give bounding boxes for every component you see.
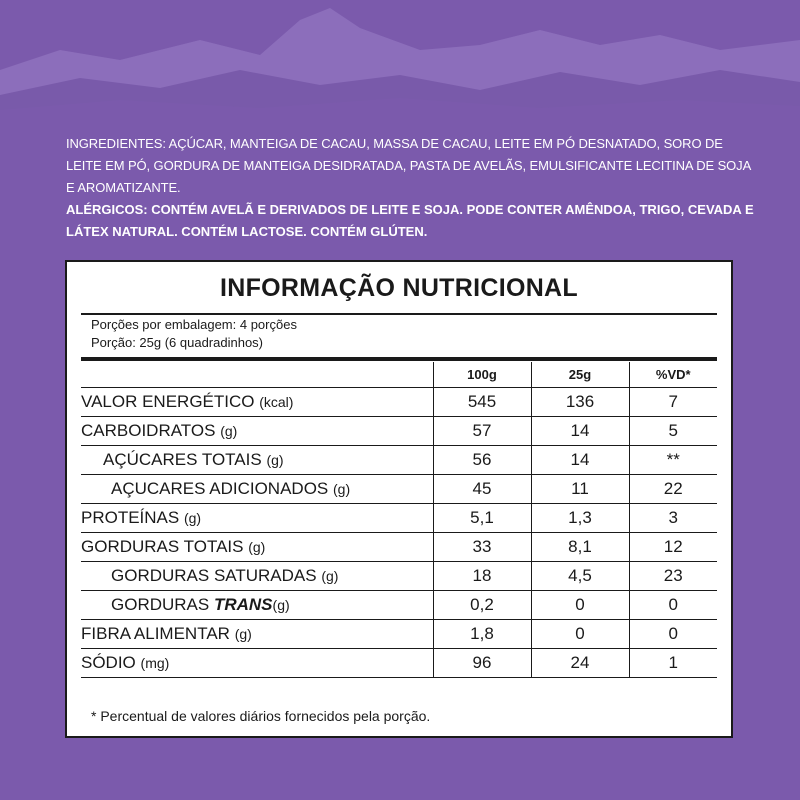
allergens-text: ALÉRGICOS: CONTÉM AVELÃ E DERIVADOS DE LEITE E SOJA. PODE CONTER AMÊNDOA, TRIGO, CEVADA E LÁTEX NATURAL. CONTÉM LACTOSE. CONTÉM GLÚTEN. <box>66 202 754 239</box>
nutrient-label <box>81 417 433 446</box>
nutrient-name: GORDURAS <box>111 595 210 614</box>
value-vd: 3 <box>629 504 717 533</box>
header-blank <box>81 362 433 388</box>
value-vd: 22 <box>629 475 717 504</box>
footnote: * Percentual de valores diários fornecidos pela porção. <box>91 708 431 724</box>
row-protein <box>81 504 717 533</box>
row-added-sugars <box>81 475 717 504</box>
value-vd: 1 <box>629 649 717 678</box>
nutrient-label <box>81 475 433 504</box>
value-100g: 33 <box>433 533 531 562</box>
nutrient-name: AÇUCARES ADICIONADOS <box>111 479 329 498</box>
nutrition-table <box>81 362 717 678</box>
value-100g: 18 <box>433 562 531 591</box>
nutrition-facts-panel <box>65 260 733 738</box>
nutrient-name-emphasis: TRANS <box>213 595 273 614</box>
row-energy <box>81 388 717 417</box>
nutrient-label <box>81 649 433 678</box>
nutrient-label <box>81 446 433 475</box>
value-25g: 11 <box>531 475 629 504</box>
ingredients-text: INGREDIENTES: AÇÚCAR, MANTEIGA DE CACAU, MASSA DE CACAU, LEITE EM PÓ DESNATADO, SORO DE LEITE EM PÓ, GORDURA DE MANTEIGA DESIDRATADA, PASTA DE AVELÃS, EMULSIFICANTE LECITINA DE SOJA E AROMATIZANTE. <box>66 136 751 195</box>
serving-divider <box>81 357 717 361</box>
nutrient-name: VALOR ENERGÉTICO <box>81 392 255 411</box>
servings-per-package: Porções por embalagem: 4 porções <box>91 317 297 332</box>
value-25g: 14 <box>531 446 629 475</box>
header-row <box>81 362 717 388</box>
nutrient-name: FIBRA ALIMENTAR <box>81 624 230 643</box>
value-25g: 24 <box>531 649 629 678</box>
value-100g: 56 <box>433 446 531 475</box>
nutrient-label <box>81 533 433 562</box>
value-25g: 4,5 <box>531 562 629 591</box>
value-vd: 0 <box>629 620 717 649</box>
nutrient-unit: (mg) <box>140 655 170 671</box>
nutrient-unit: (g) <box>220 423 238 439</box>
value-vd: 23 <box>629 562 717 591</box>
row-fiber <box>81 620 717 649</box>
nutrient-name: GORDURAS TOTAIS <box>81 537 244 556</box>
serving-size: Porção: 25g (6 quadradinhos) <box>91 335 264 350</box>
value-25g: 0 <box>531 620 629 649</box>
value-vd: ** <box>629 446 717 475</box>
value-100g: 545 <box>433 388 531 417</box>
header-vd: %VD* <box>629 362 717 388</box>
value-100g: 1,8 <box>433 620 531 649</box>
value-25g: 0 <box>531 591 629 620</box>
nutrient-unit: (g) <box>234 626 252 642</box>
value-100g: 45 <box>433 475 531 504</box>
value-100g: 96 <box>433 649 531 678</box>
nutrient-unit: (g) <box>321 568 339 584</box>
value-25g: 8,1 <box>531 533 629 562</box>
nutrient-label <box>81 591 433 620</box>
row-sodium <box>81 649 717 678</box>
nutrient-label <box>81 388 433 417</box>
nutrient-unit: (g) <box>272 597 290 613</box>
row-total-fat <box>81 533 717 562</box>
value-100g: 0,2 <box>433 591 531 620</box>
nutrient-name: SÓDIO <box>81 653 136 672</box>
mountain-background <box>0 0 800 120</box>
nutrient-name: GORDURAS SATURADAS <box>111 566 317 585</box>
nutrient-label <box>81 504 433 533</box>
nutrient-unit: (g) <box>266 452 284 468</box>
value-100g: 57 <box>433 417 531 446</box>
nutrient-unit: (g) <box>248 539 266 555</box>
header-100g: 100g <box>433 362 531 388</box>
title-divider <box>81 313 717 315</box>
value-vd: 12 <box>629 533 717 562</box>
value-100g: 5,1 <box>433 504 531 533</box>
nutrient-unit: (g) <box>183 510 202 526</box>
value-vd: 0 <box>629 591 717 620</box>
nutrition-title: INFORMAÇÃO NUTRICIONAL <box>220 274 578 302</box>
nutrient-name: AÇÚCARES TOTAIS <box>103 450 262 469</box>
nutrient-label <box>81 562 433 591</box>
nutrient-name: CARBOIDRATOS <box>81 421 216 440</box>
nutrient-unit: (kcal) <box>259 394 294 410</box>
nutrient-name: PROTEÍNAS <box>81 508 180 527</box>
row-carbs <box>81 417 717 446</box>
nutrient-label <box>81 620 433 649</box>
value-25g: 14 <box>531 417 629 446</box>
value-25g: 136 <box>531 388 629 417</box>
row-trans-fat <box>81 591 717 620</box>
value-vd: 7 <box>629 388 717 417</box>
row-saturated-fat <box>81 562 717 591</box>
row-total-sugars <box>81 446 717 475</box>
value-25g: 1,3 <box>531 504 629 533</box>
header-25g: 25g <box>531 362 629 388</box>
nutrient-unit: (g) <box>333 481 351 497</box>
value-vd: 5 <box>629 417 717 446</box>
